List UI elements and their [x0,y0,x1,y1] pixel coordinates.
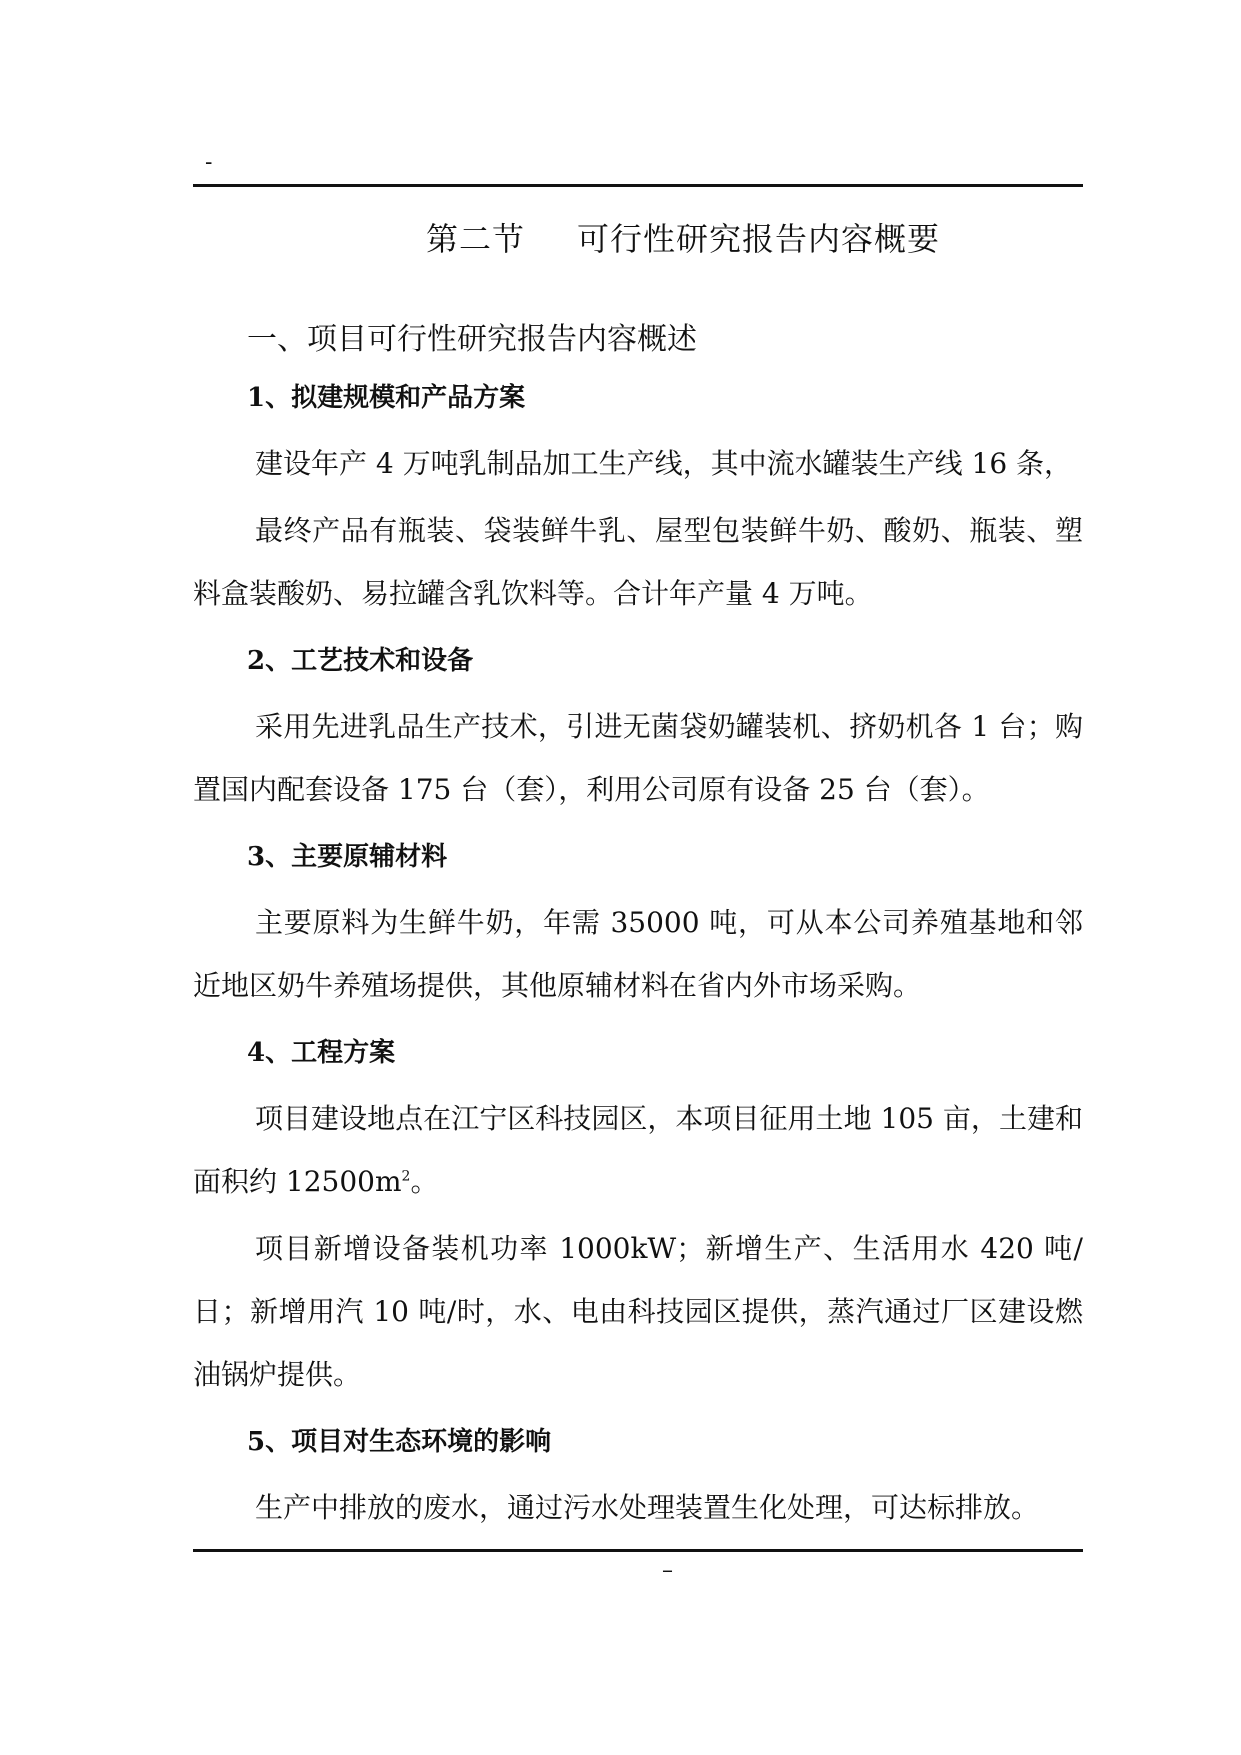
paragraph-raw-materials: 主要原料为生鲜牛奶，年需 35000 吨，可从本公司养殖基地和邻近地区奶牛养殖场提供，其他原辅材料在省内外市场采购。 [193,906,1083,1002]
section-title-prefix: 第二节 [425,220,525,258]
heading-engineering-plan: 4、工程方案 [247,1038,396,1068]
heading-scale-products: 1、拟建规模和产品方案 [247,383,526,413]
paragraph-technology: 采用先进乳品生产技术，引进无菌袋奶罐装机、挤奶机各 1 台；购置国内配套设备 175 台（套），利用公司原有设备 25 台（套）。 [193,710,1083,806]
header-mark: - [205,150,213,175]
heading-technology-equipment: 2、工艺技术和设备 [247,646,474,676]
superscript-2: 2 [401,1168,411,1185]
section-title-text: 可行性研究报告内容概要 [577,220,941,258]
paragraph-engineering-2: 项目新增设备装机功率 1000kW；新增生产、生活用水 420 吨/日；新增用汽 10 吨/时，水、电由科技园区提供，蒸汽通过厂区建设燃油锅炉提供。 [193,1232,1083,1391]
paragraph-scale-1: 建设年产 4 万吨乳制品加工生产线，其中流水罐装生产线 16 条， [255,447,1073,480]
header-rule [193,184,1083,187]
engineering-text: 项目建设地点在江宁区科技园区，本项目征用土地 105 亩，土建和面积约 12500m [193,1102,1083,1198]
engineering-end: 。 [410,1165,439,1198]
heading-raw-materials: 3、主要原辅材料 [247,842,448,872]
paragraph-engineering-1 [193,1087,1083,1213]
page-body [193,200,1083,1539]
footer-rule [193,1549,1083,1552]
footer-mark: – [662,1558,673,1583]
paragraph-environment: 生产中排放的废水，通过污水处理装置生化处理，可达标排放。 [255,1491,1040,1524]
heading-environment: 5、项目对生态环境的影响 [247,1427,552,1457]
heading-overview: 一、项目可行性研究报告内容概述 [247,322,697,357]
paragraph-scale-2: 最终产品有瓶装、袋装鲜牛乳、屋型包装鲜牛奶、酸奶、瓶装、塑料盒装酸奶、易拉罐含乳饮料等。合计年产量 4 万吨。 [193,514,1083,610]
section-title [193,214,1083,264]
